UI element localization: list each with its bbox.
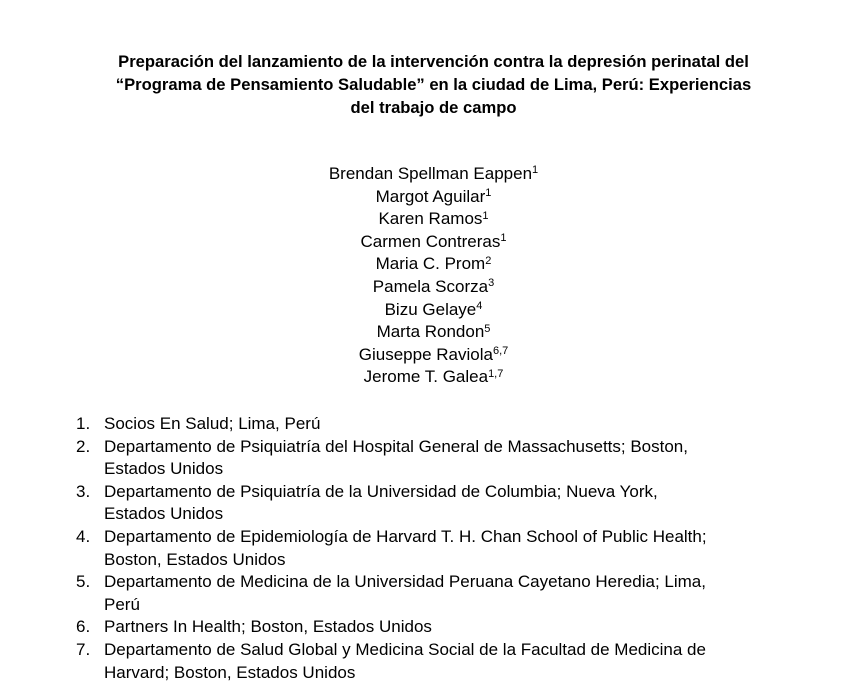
- author-affiliation-ref: 6,7: [492, 345, 509, 358]
- author-affiliation-ref: 3: [488, 277, 495, 290]
- author-name: Karen Ramos: [378, 209, 483, 229]
- author-name: Brendan Spellman Eappen: [328, 164, 533, 183]
- author-name: Marta Rondon: [376, 322, 485, 342]
- title-line: del trabajo de campo: [350, 98, 517, 117]
- affiliation-number: 2.: [76, 436, 91, 456]
- author-name: Bizu Gelaye: [384, 299, 477, 319]
- affiliation-item: [0, 436, 804, 481]
- author: [0, 276, 867, 299]
- affiliation-item: [0, 571, 804, 616]
- author: [0, 163, 867, 186]
- author-affiliation-ref: 5: [484, 322, 491, 335]
- paper-title: [40, 50, 827, 119]
- author-affiliation-ref: 1: [532, 164, 539, 177]
- affiliation-item: [0, 526, 804, 571]
- affiliation-number: 4.: [76, 526, 91, 546]
- author-affiliation-ref: 1,7: [488, 367, 504, 380]
- author-name: Carmen Contreras: [360, 231, 501, 251]
- author-name: Maria C. Prom: [375, 254, 486, 274]
- author: [0, 253, 867, 276]
- affiliation-text: Departamento de Medicina de la Universidad Peruana Cayetano Heredia; Lima,: [104, 572, 706, 592]
- affiliation-text: Estados Unidos: [104, 504, 224, 524]
- author: [0, 186, 867, 209]
- title-line: “Programa de Pensamiento Saludable” en la ciudad de Lima, Perú: Experiencias: [115, 75, 752, 94]
- author: [0, 231, 867, 254]
- affiliation-text: Estados Unidos: [104, 459, 224, 479]
- affiliation-text: Departamento de Salud Global y Medicina Social de la Facultad de Medicina de: [104, 639, 706, 659]
- affiliation-item: [0, 481, 804, 526]
- author-affiliation-ref: 4: [476, 299, 483, 312]
- affiliation-item: [0, 616, 804, 639]
- author-affiliation-ref: 1: [482, 209, 489, 222]
- title-line: Preparación del lanzamiento de la intervención contra la depresión perinatal del: [118, 52, 749, 71]
- author: [0, 321, 867, 344]
- author: [0, 366, 867, 389]
- author: [0, 299, 867, 322]
- author-affiliation-ref: 1: [500, 232, 507, 245]
- author-list: [0, 163, 867, 389]
- affiliation-text: Boston, Estados Unidos: [104, 549, 286, 569]
- affiliation-list: [0, 413, 867, 684]
- affiliation-number: 7.: [76, 639, 91, 659]
- affiliation-number: 1.: [76, 414, 91, 433]
- affiliation-text: Departamento de Psiquiatría de la Universidad de Columbia; Nueva York,: [104, 481, 658, 501]
- author-name: Jerome T. Galea: [363, 367, 489, 387]
- author-name: Margot Aguilar: [375, 186, 486, 206]
- affiliation-text: Departamento de Psiquiatría del Hospital General de Massachusetts; Boston,: [104, 436, 688, 456]
- affiliation-item: [0, 639, 804, 684]
- affiliation-text: Perú: [104, 594, 140, 614]
- author-name: Pamela Scorza: [372, 276, 489, 296]
- affiliation-number: 5.: [76, 572, 91, 592]
- affiliation-text: Socios En Salud; Lima, Perú: [104, 414, 321, 433]
- author-affiliation-ref: 2: [485, 254, 492, 267]
- affiliation-text: Departamento de Epidemiología de Harvard T. H. Chan School of Public Health;: [104, 526, 707, 546]
- author-name: Giuseppe Raviola: [358, 344, 493, 364]
- author: [0, 208, 867, 231]
- author: [0, 344, 867, 367]
- affiliation-text: Harvard; Boston, Estados Unidos: [104, 662, 356, 682]
- affiliation-number: 6.: [76, 617, 91, 637]
- affiliation-item: [0, 413, 804, 436]
- affiliation-number: 3.: [76, 481, 91, 501]
- author-affiliation-ref: 1: [485, 186, 492, 199]
- affiliation-text: Partners In Health; Boston, Estados Unidos: [104, 617, 432, 637]
